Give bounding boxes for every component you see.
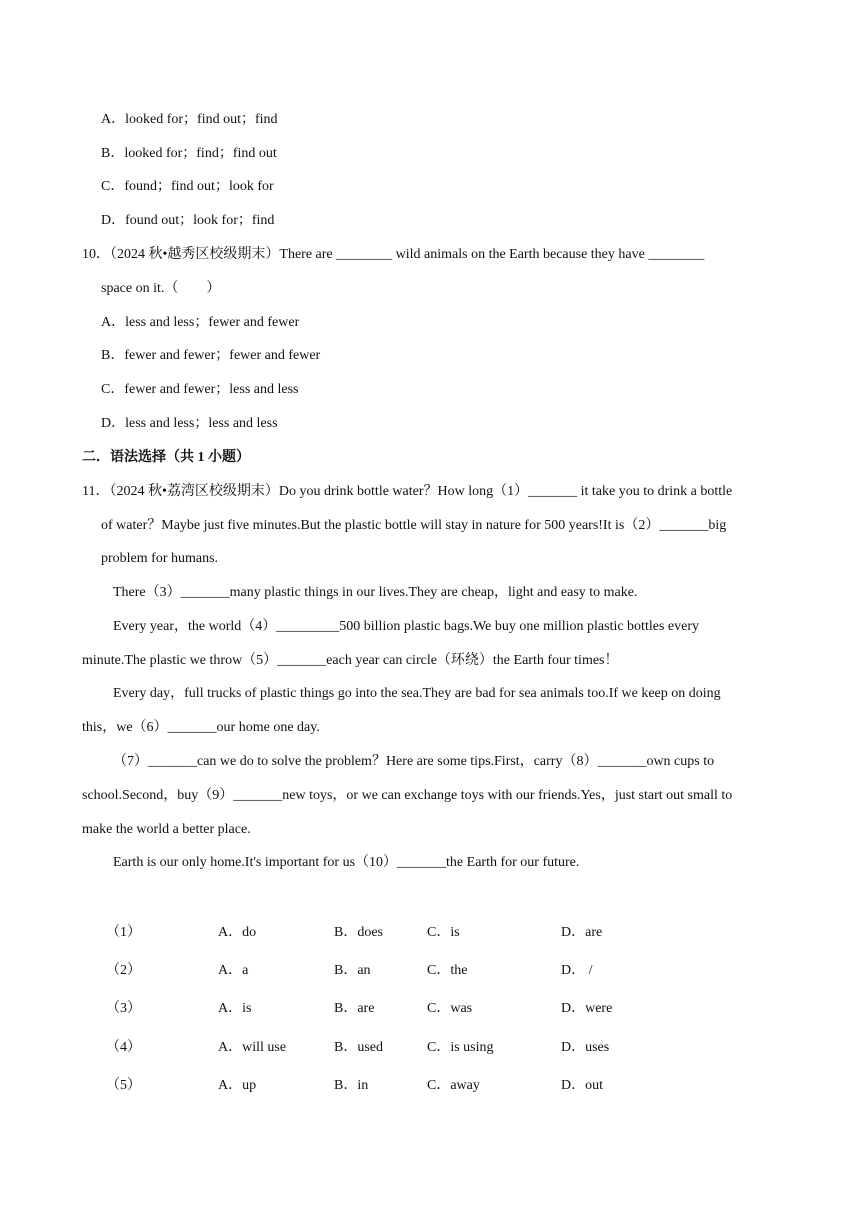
q11-passage-line: minute.The plastic we throw（5）_______each year can circle（环绕）the Earth four times！ [82, 653, 619, 668]
q11-passage-line: Earth is our only home.It's important for us（10）_______the Earth for our future. [113, 855, 580, 870]
q11-passage-line: Every day，full trucks of plastic things go into the sea.They are bad for sea animals too.If we keep on doing [113, 686, 721, 701]
answer-choice-b: B．does [334, 925, 383, 940]
answer-choice-d: D．are [561, 925, 603, 940]
answer-row [0, 999, 860, 1019]
answer-row [0, 1076, 860, 1096]
answer-choice-c: C．was [427, 1001, 473, 1016]
q10-option-c: C．fewer and fewer；less and less [101, 382, 299, 397]
answer-number: （5） [106, 1078, 141, 1093]
answer-choice-a: A．will use [218, 1040, 287, 1055]
q10-option-b: B．fewer and fewer；fewer and fewer [101, 348, 321, 363]
answer-choice-b: B．in [334, 1078, 369, 1093]
q10-option-d: D．less and less；less and less [101, 416, 278, 431]
answer-choice-d: D． / [561, 963, 593, 978]
answer-choice-b: B．used [334, 1040, 383, 1055]
q11-passage-line: make the world a better place. [82, 822, 251, 837]
q11-passage-line: There（3）_______many plastic things in our lives.They are cheap，light and easy to make. [113, 585, 638, 600]
answer-choice-c: C．the [427, 963, 468, 978]
q9-option-a: A．looked for；find out；find [101, 112, 278, 127]
answer-choice-a: A．do [218, 925, 257, 940]
q11-passage-line: problem for humans. [101, 551, 219, 566]
q10-stem-line1: 10．（2024 秋•越秀区校级期末）There are ________ wild animals on the Earth because they have ________ [82, 247, 705, 262]
answer-choice-b: B．are [334, 1001, 375, 1016]
answer-choice-b: B．an [334, 963, 371, 978]
q9-option-d: D．found out；look for；find [101, 213, 275, 228]
q9-option-c: C．found；find out；look for [101, 179, 274, 194]
section-heading: 二．语法选择（共 1 小题） [82, 450, 250, 465]
answer-choice-d: D．were [561, 1001, 613, 1016]
q10-stem-line2: space on it.（ ） [101, 281, 221, 296]
answer-row [0, 923, 860, 943]
answer-row [0, 1038, 860, 1058]
q11-passage-line: of water？Maybe just five minutes.But the plastic bottle will stay in nature for 500 years!It is（2）_______big [101, 518, 727, 533]
q11-passage-line: this，we（6）_______our home one day. [82, 720, 320, 735]
answer-number: （2） [106, 963, 141, 978]
q11-passage-line: 11．（2024 秋•荔湾区校级期末）Do you drink bottle water？How long（1）_______ it take you to drink a bottle [82, 484, 733, 499]
answer-choice-d: D．out [561, 1078, 603, 1093]
q11-passage-line: （7）_______can we do to solve the problem？Here are some tips.First，carry（8）_______own cups to [113, 754, 715, 769]
q10-option-a: A．less and less；fewer and fewer [101, 315, 300, 330]
answer-number: （3） [106, 1001, 141, 1016]
q9-option-b: B．looked for；find；find out [101, 146, 277, 161]
answer-choice-a: A．up [218, 1078, 257, 1093]
answer-choice-d: D．uses [561, 1040, 610, 1055]
answer-number: （1） [106, 925, 141, 940]
answer-choice-c: C．away [427, 1078, 480, 1093]
answer-choice-a: A．is [218, 1001, 252, 1016]
q11-passage-line: school.Second，buy（9）_______new toys，or we can exchange toys with our friends.Yes，just start out small to [82, 788, 733, 803]
answer-choice-c: C．is using [427, 1040, 494, 1055]
answer-row [0, 961, 860, 981]
q11-passage-line: Every year，the world（4）_________500 billion plastic bags.We buy one million plastic bottles every [113, 619, 699, 634]
answer-number: （4） [106, 1040, 141, 1055]
answer-choice-a: A．a [218, 963, 249, 978]
answer-choice-c: C．is [427, 925, 460, 940]
